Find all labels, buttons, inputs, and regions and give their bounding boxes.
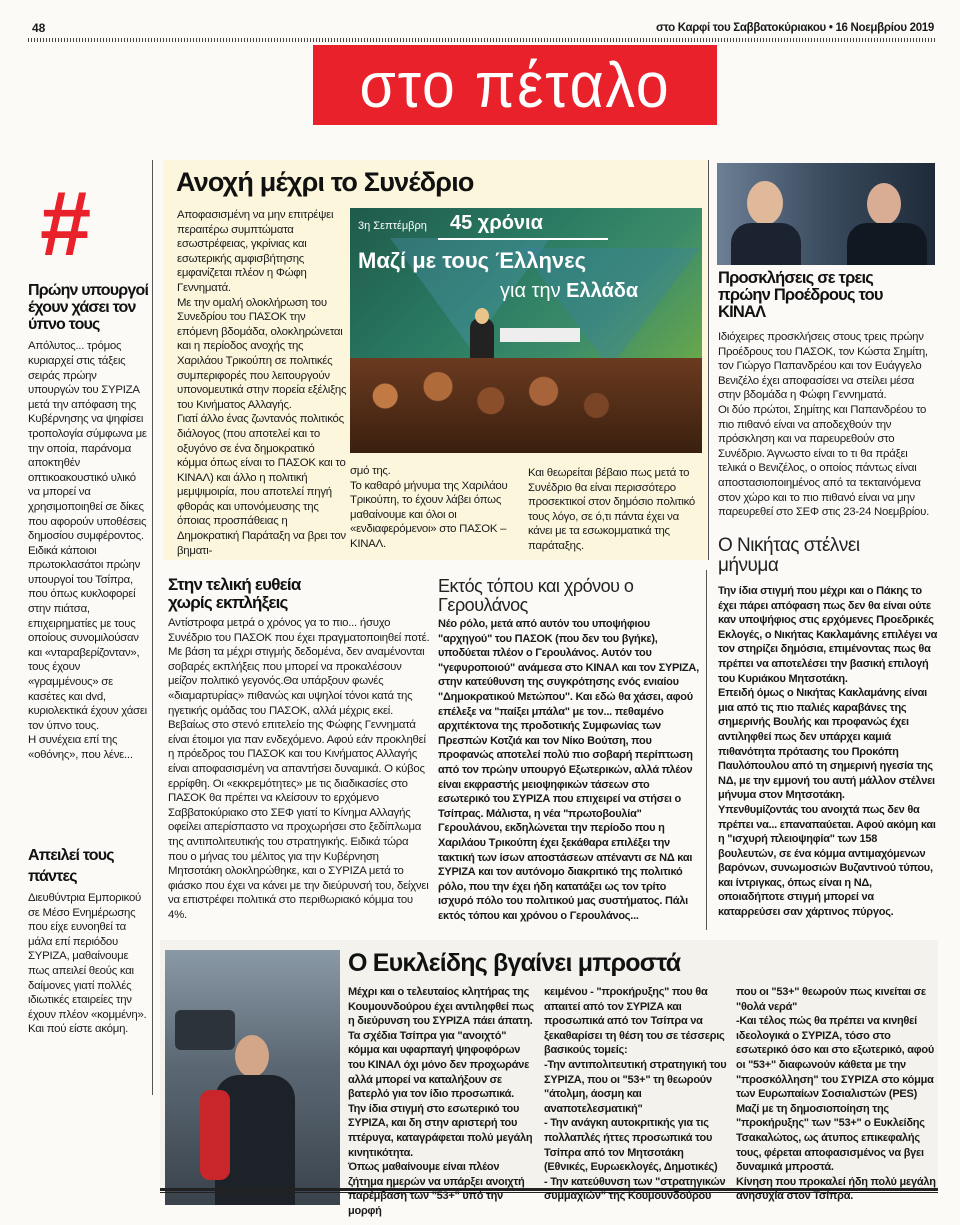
sidebar-item-2 <box>28 845 150 1037</box>
lead-photo <box>350 208 702 453</box>
right-mid-paragraph: Την ίδια στιγμή που μέχρι και ο Πάκης το έχει πάρει απόφαση πως δεν θα είναι ούτε καν υποψήφιος στις ερχόμενες Προεδρικές Εκλογές, ο Νικήτας Κακλαμάνης επιλέγει να τον στηρίζει δημόσια, επιμένοντας πως θα πρέπει να αποτελέσει την βασική επιλογή του Κυριάκου Μητσοτάκη. <box>718 585 938 685</box>
bottom-title: Ο Ευκλείδης βγαίνει μπροστά <box>348 949 681 977</box>
former-presidents-photo <box>717 163 935 265</box>
speaker-figure <box>470 318 494 358</box>
lead-paragraph: Γιατί άλλο ένας ζωντανός πολιτικός διάλογος (που αποτελεί και το οξυγόνο σε ένα δημοκρατικό κόμμα όπως είναι το ΠΑΣΟΚ και το ΚΙΝΑΛ) και άλλο η πολιτική μεμψιμοιρία, που αποτελεί πηγή φθοράς και υπονόμευσης της όποιας προσπάθειας η Δημοκρατική Παράταξη να βρει τον βηματι- <box>177 413 346 557</box>
sidebar-item-1-title: Πρώην υπουργοί έχουν χάσει τον ύπνο τους <box>28 282 149 333</box>
sidebar-item-1-body: Απόλυτος... τρόμος κυριαρχεί στις τάξεις σειράς πρώην υπουργών του ΣΥΡΙΖΑ μετά την απόφαση της Κυβέρνησης να ψηφίσει τροπολογία σύμφωνα με την οποία, παράνομα αποκτηθέν οπτικοακουστικό υλικό να μπορεί να χρησιμοποιηθεί σε δίκες που αφορούν υποθέσεις δημοσίου συμφέροντος. <box>28 340 147 543</box>
hash-icon: # <box>40 173 92 275</box>
mid-left-body: Αντίστροφα μετρά ο χρόνος γα το πιο... ήσυχο Συνέδριο του ΠΑΣΟΚ που έχει πραγματοποιηθεί ποτέ. Με βάση τα μέχρι στιγμής δεδομένα, δεν αναμένονται σοβαρές εκπλήξεις που μπορεί να προκαλέσουν μείζον πολιτικό γεγονός.Θα υπάρξουν φωνές «διαμαρτυρίας» πιθανώς και υψηλοί τόνοι κατά της ηγετικής ομάδας του ΠΑΣΟΚ, αλλά μέχρις εκεί. Βεβαίως στο στενό επιτελείο της Φώφης Γεννηματά είναι έτοιμοι για παν ενδεχόμενο. Αφού εάν προκληθεί η πρόεδρος του ΠΑΣΟΚ και του Κινήματος Αλλαγής είναι αποφασισμένη να απαντήσει δυναμικά. Ο κύβος ερρίφθη. Οι «εκκρεμότητες» με τις διαδικασίες στο ΠΑΣΟΚ θα πρέπει να κλείσουν το ερχόμενο Σαββατοκύριακο στο ΣΕΦ γιατί το Κίνημα Αλλαγής οφείλει απερίσπαστο να προχωρήσει στο ξεδίπλωμα της αντιπολιτευτικής του στρατηγικής. Ειδικά τώρα που ο μήνας του μέλιτος για την Κυβέρνηση Μητσοτάκη ολοκληρώθηκε, και ο ΣΥΡΙΖΑ μετά το φιάσκο που έχει να κάνει με την διεύρυνσή του, δείχνει να επιστρέφει πολιτικά στο περιθωριακό κόμμα του 4%. <box>168 617 430 921</box>
right-mid-paragraph: Επειδή όμως ο Νικήτας Κακλαμάνης είναι μια από τις πιο παλιές καραβάνες της σημερινής Βουλής και προφανώς έχει αντιληφθεί πως δεν υπάρχει καμιά πιθανότητα πρότασης του Προκόπη Παυλόπουλου από τη σημερινή ηγεσία της ΝΔ, με την εμμονή του αυτή μάλλον στέλνει μήνυμα στον Μητσοτάκη. <box>718 687 935 802</box>
lead-paragraph: σμό της. <box>350 465 391 477</box>
bottom-paragraph: - Την ανάγκη αυτοκριτικής για τις πολλαπλές ήττες προσωπικά του Τσίπρα από τον Μητσοτάκη (Εθνικές, Ευρωεκλογές, Δημοτικές) <box>544 1117 718 1174</box>
crowd <box>350 358 702 453</box>
sidebar-item-1-body-3: Η συνέχεια επί της «οθόνης», που λένε... <box>28 734 133 762</box>
right-top-paragraph: Οι δύο πρώτοι, Σημίτης και Παπανδρέου το πιο πιθανό είναι να αποδεχθούν την πρόσκληση και να παρευρεθούν στο Συνέδριο. Άγνωστο είναι το τι θα πράξει τελικά ο Βενιζέλος, ο οποίος πάντως είναι αποστασιοποιημένος από τα τεκταινόμενα στον χώρο και το πιο πιθανό είναι να μην παρευρεθεί στο ΣΕΦ στις 23-24 Νοεμβρίου. <box>718 403 929 519</box>
bottom-col-1 <box>348 985 534 1219</box>
bottom-paragraph: Κίνηση που προκαλεί ήδη πολύ μεγάλη ανησυχία στον Τσίπρα. <box>736 1175 936 1203</box>
podium <box>500 328 580 342</box>
bottom-col-2 <box>544 985 730 1204</box>
banner-line-2a: για την <box>500 280 561 302</box>
bottom-paragraph: - Την κατεύθυνση των "στρατηγικών συμμαχιών" της Κουμουνδούρου <box>544 1175 726 1203</box>
mid-right-body: Νέο ρόλο, μετά από αυτόν του υποψήφιου "αρχηγού" του ΠΑΣΟΚ (που δεν του βγήκε), υποδύεται πλέον ο Γερουλάνος. Αυτόν του "γεφυροποιού" ανάμεσα στο ΚΙΝΑΛ και τον ΣΥΡΙΖΑ, στην κατεύθυνση της συγκρότησης ενός ενιαίου "Δημοκρατικού Μετώπου". Και εδώ θα χάσει, αφού επέλεξε να "παίξει μπάλα" με τον... πεθαμένο αρχιτέκτονα της προδοτικής Συμφωνίας των Πρεσπών Κοτζιά και τον Νίκο Βούτση, που προφανώς αποτελεί πολύ πιο σοβαρή περίπτωση από τον πρώην υπουργό Εξωτερικών, αλλά πλέον είναι εκφραστής μειοψηφικών τάσεων στο εσωτερικό του ΣΥΡΙΖΑ που επιχειρεί να στήσει ο Τσίπρας. Μάλιστα, η νέα "πρωτοβουλία" Γερουλάνου, εκδηλώνεται την περίοδο που η Χαριλάου Τρικούπη έχει ξεκάθαρα επιλέξει την τακτική των ίσων αποστάσεων απέναντι σε ΝΔ και ΣΥΡΙΖΑ και τον αυτόνομο διακριτικό της πολιτικό ρόλο, που την έχει ήδη κατατάξει ως τον τρίτο ισχυρό πόλο του πολιτικού μας συστήματος. Πάλι εκτός τόπου και χρόνου ο Γερουλάνος... <box>438 618 699 922</box>
lead-paragraph: Αποφασισμένη να μην επιτρέψει περαιτέρω συμπτώματα εσωστρέφειας, γκρίνιας και εσωτερικής αμφισβήτησης εμφανίζεται πλέον η Φώφη Γεννηματά. <box>177 209 334 294</box>
header-rule <box>28 38 936 42</box>
right-top-title: Προσκλήσεις σε τρεις πρώην Προέδρους του ΚΙΝΑΛ <box>718 269 883 321</box>
bottom-paragraph: Μέχρι και ο τελευταίος κλητήρας της Κουμουνδούρου έχει αντιληφθεί πως η διεύρυνση του ΣΥΡΙΖΑ πάει άπατη. <box>348 986 534 1028</box>
mid-right-title: Εκτός τόπου και χρόνου ο Γερουλάνος <box>438 576 634 615</box>
edition-line: στο Καρφί του Σαββατοκύριακου • 16 Νοεμβρίου 2019 <box>656 22 934 34</box>
banner-line-2b: Ελλάδα <box>566 280 639 302</box>
banner-date: 3η Σεπτέμβρη <box>358 220 427 232</box>
right-top-paragraph: Ιδιόχειρες προσκλήσεις στους τρεις πρώην Προέδρους του ΠΑΣΟΚ, τον Κώστα Σημίτη, τον Γιώργο Παπανδρέου και τον Ευάγγελο Βενιζέλο έχει αποφασίσει να στείλει μέσα στην βδομάδα η Φώφη Γεννηματά. <box>718 331 928 402</box>
column-divider <box>706 570 707 930</box>
bottom-paragraph: Τα σχέδια Τσίπρα για "ανοιχτό" κόμμα και υφαρπαγή ψηφοφόρων του ΚΙΝΑΛ όχι μόνο δεν προχωράνε αλλά μπορεί να καταλήξουν σε βατερλό για τον ίδιο προσωπικά. <box>348 1029 530 1101</box>
lead-title: Ανοχή μέχρι το Συνέδριο <box>176 167 474 197</box>
section-title: στο πέταλο <box>359 49 671 121</box>
column-divider <box>152 160 153 1095</box>
bottom-paragraph: Μαζί με τη δημοσιοποίηση της "προκήρυξης" των "53+" ο Ευκλείδης Τσακαλώτος, ως άτυπος επικεφαλής τους, φέρεται αποφασισμένος να βγει δυναμικά μπροστά. <box>736 1102 925 1174</box>
column-divider <box>708 160 709 560</box>
bottom-paragraph: -Και τέλος πώς θα πρέπει να κινηθεί ιδεολογικά ο ΣΥΡΙΖΑ, τόσο στο εσωτερικό όσο και στο εξωτερικό, αφού οι "53+" διαφωνούν κάθετα με την "προσκόλληση" του ΣΥΡΙΖΑ στο κόμμα των Ευρωπαίων Σοσιαλιστών (PES) <box>736 1015 935 1101</box>
mid-left-title: Στην τελική ευθεία χωρίς εκπλήξεις <box>168 575 301 612</box>
bottom-paragraph: Την ίδια στιγμή στο εσωτερικό του ΣΥΡΙΖΑ, και δη στην αριστερή του πτέρυγα, καταγράφεται πολύ μεγάλη κινητικότητα. <box>348 1102 533 1159</box>
sidebar-item-2-title: Απειλεί τους πάντες <box>28 847 114 885</box>
sidebar-item-2-body: Διευθύντρια Εμπορικού σε Μέσο Ενημέρωσης που είχε ευνοηθεί τα μάλα επί περιόδου ΣΥΡΙΖΑ, μαθαίνουμε πως απειλεί θεούς και δαίμονες γιατί πολλές ιδιωτικές εταιρείες την έχουν πλέον «κομμένη». Και πού είστε ακόμη. <box>28 892 147 1036</box>
bottom-paragraph: Όπως μαθαίνουμε είναι πλέον ζήτημα ημερών να υπάρξει ανοιχτή παρέμβαση των "53+" υπό την μορφή <box>348 1161 525 1217</box>
right-mid-paragraph: Υπενθυμίζοντάς του ανοιχτά πως δεν θα πρέπει να... επαναπαύεται. Αφού ακόμη και η "ισχυρή πλειοψηφία" των 158 βουλευτών, σε ένα κόμμα αντιμαχόμενων βαρόνων, συνωμοσιών Βυζαντινού τύπου, και ίντριγκας, όπως είναι η ΝΔ, οποιαδήποτε στιγμή μπορεί να καταρρεύσει σαν χάρτινος πύργος. <box>718 803 936 919</box>
right-mid-title: Ο Νικήτας στέλνει μήνυμα <box>718 535 860 576</box>
bottom-paragraph: που οι "53+" θεωρούν πως κινείται σε "θολά νερά" <box>736 986 926 1013</box>
section-banner <box>313 45 717 125</box>
bottom-rule <box>160 1188 938 1193</box>
bottom-col-3 <box>736 985 936 1204</box>
bottom-paragraph: κειμένου - "προκήρυξης" που θα απαιτεί από τον ΣΥΡΙΖΑ και προσωπικά από τον Τσίπρα να ξεκαθαρίσει τη θέση του σε τέσσερις βασικούς τομείς: <box>544 986 725 1057</box>
sidebar-item-1-body-2: Ειδικά κάποιοι πρωτοκλασάτοι πρώην υπουργοί του Τσίπρα, που όπως κυκλοφορεί στην πιάτσα, επιχειρηματίες με τους οποίους συνομιλούσαν και «νταραβερίζονταν», τους έχουν «γραμμένους» σε κασέτες και dvd, κυριολεκτικά έχουν χάσει τον ύπνο τους. <box>28 544 147 732</box>
tsakalotos-photo <box>165 950 340 1205</box>
lead-paragraph: Και θεωρείται βέβαιο πως μετά το Συνέδριο θα είναι περισσότερο προσεκτικοί στον δημόσιο πολιτικό τους λόγο, σε ό,τι πάντα έχει να κάνει με τα εσωκομματικά της παράταξης. <box>528 467 696 552</box>
lead-paragraph: Το καθαρό μήνυμα της Χαριλάου Τρικούπη, το έχουν λάβει όπως μαθαίνουμε και όλοι οι «ενδιαφερόμενοι» στο ΠΑΣΟΚ – ΚΙΝΑΛ. <box>350 479 508 550</box>
lead-paragraph: Με την ομαλή ολοκλήρωση του Συνεδρίου του ΠΑΣΟΚ την επόμενη βδομάδα, ολοκληρώνεται και η περίοδος ανοχής της Χαριλάου Τρικούπη σε πολιτικές συμπεριφορές που λειτουργούν υπονομευτικά στην πορεία εξέλιξης του Κινήματος Αλλαγής. <box>177 296 347 411</box>
sidebar-item-1 <box>28 283 150 763</box>
backpack-strap <box>200 1090 230 1180</box>
page-number: 48 <box>32 21 46 35</box>
banner-line-1: Μαζί με τους Έλληνες <box>358 248 587 273</box>
banner-years: 45 χρόνια <box>450 212 543 234</box>
bottom-paragraph: -Την αντιπολιτευτική στρατηγική του ΣΥΡΙΖΑ, που οι "53+" τη θεωρούν "άτολμη, άοσμη και αναποτελεσματική" <box>544 1058 727 1115</box>
